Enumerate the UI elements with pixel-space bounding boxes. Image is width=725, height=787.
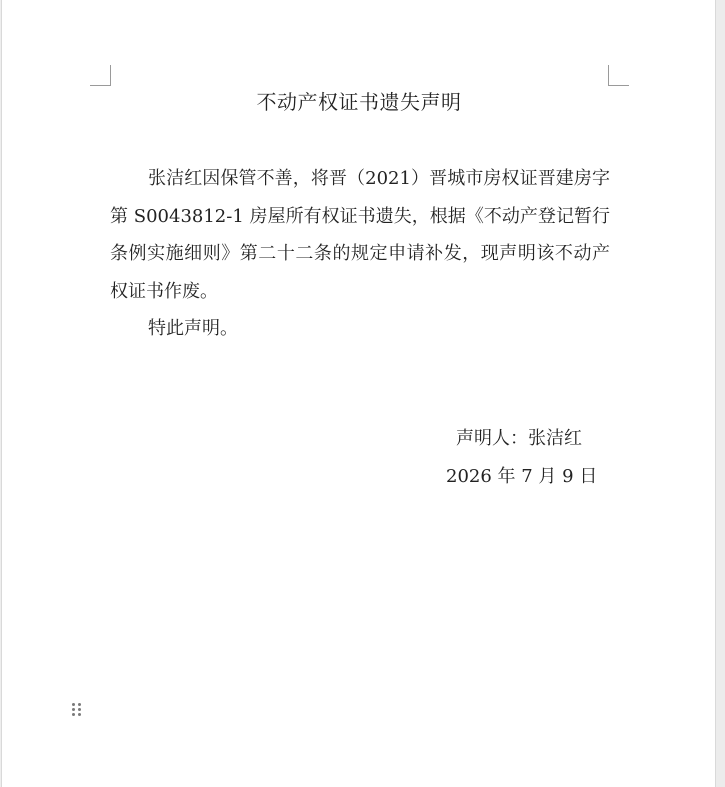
- scroll-gutter[interactable]: [716, 0, 725, 787]
- margin-corner-top-right: [608, 65, 629, 86]
- drag-dot: [78, 713, 81, 716]
- drag-dot: [78, 708, 81, 711]
- document-title[interactable]: 不动产权证书遗失声明: [256, 90, 462, 114]
- drag-handle-icon[interactable]: [72, 703, 82, 719]
- margin-corner-top-left: [90, 65, 111, 86]
- drag-dot: [78, 703, 81, 706]
- drag-dot: [72, 713, 75, 716]
- drag-dot: [72, 703, 75, 706]
- drag-dot: [72, 708, 75, 711]
- signer-line[interactable]: 声明人：张洁红: [456, 428, 582, 449]
- body-paragraph[interactable]: 张洁红因保管不善，将晋（2021）晋城市房权证晋建房字第 S0043812-1 房屋所有权证书遗失，根据《不动产登记暂行条例实施细则》第二十二条的规定申请补发，现声明该不动产权证书作废。: [110, 168, 610, 302]
- closing-line[interactable]: 特此声明。: [148, 318, 238, 339]
- date-line[interactable]: 2026 年 7 月 9 日: [446, 466, 598, 487]
- document-page: [1, 0, 716, 787]
